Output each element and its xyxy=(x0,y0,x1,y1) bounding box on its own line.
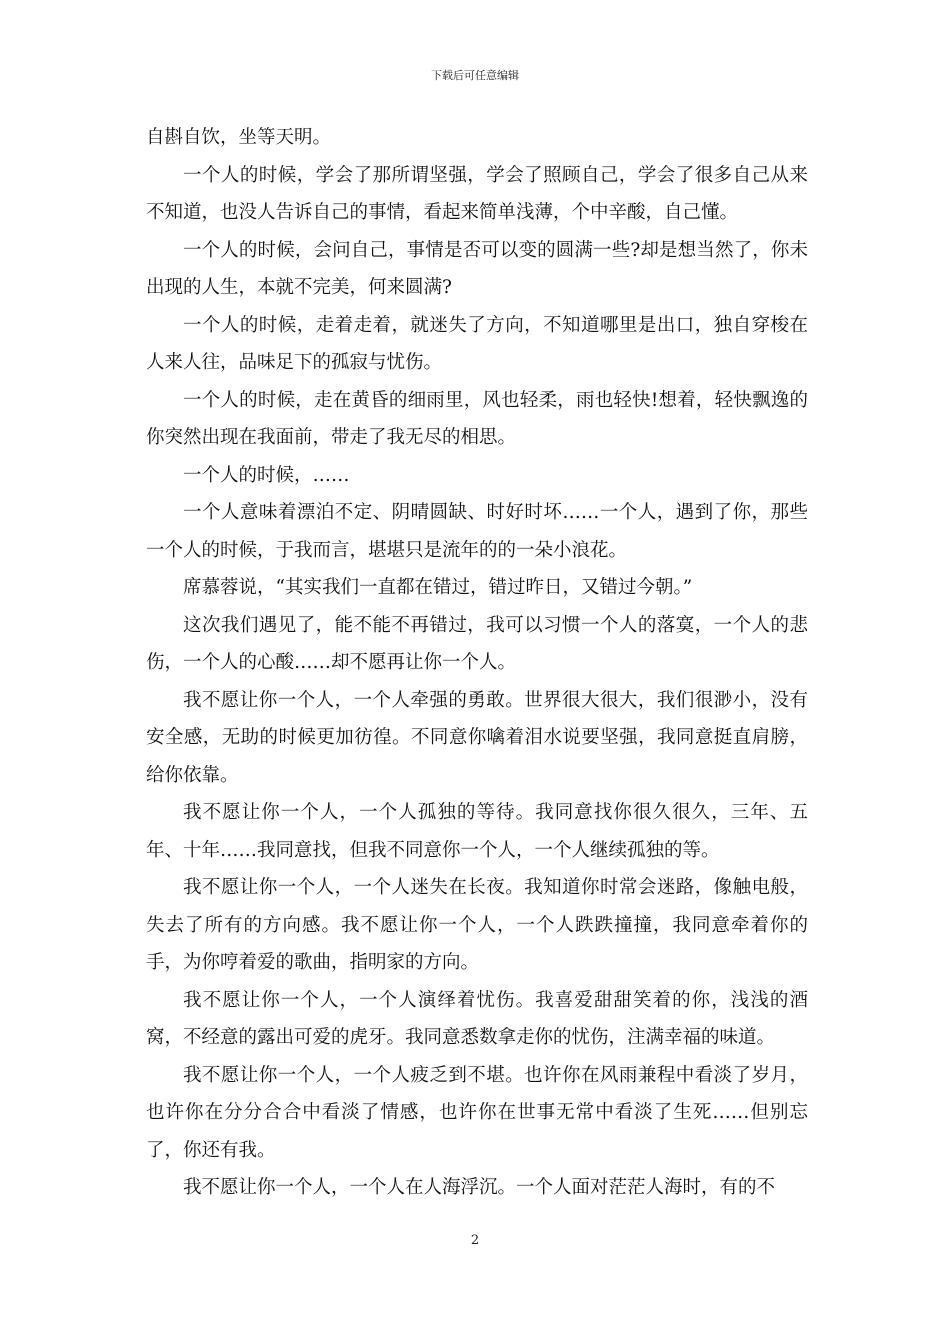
document-body xyxy=(146,119,808,1207)
paragraph: 一个人的时候，会问自己，事情是否可以变的圆满一些?却是想当然了，你未出现的人生，本就不完美，何来圆满? xyxy=(146,239,808,298)
paragraph: 一个人的时候，走着走着，就迷失了方向，不知道哪里是出口，独自穿梭在人来人往，品味足下的孤寂与忧伤。 xyxy=(146,314,808,373)
paragraph: 我不愿让你一个人，一个人演绎着忧伤。我喜爱甜甜笑着的你，浅浅的酒窝，不经意的露出可爱的虎牙。我同意悉数拿走你的忧伤，注满幸福的味道。 xyxy=(146,989,808,1048)
paragraph: 我不愿让你一个人，一个人孤独的等待。我同意找你很久很久，三年、五年、十年……我同意找，但我不同意你一个人，一个人继续孤独的等。 xyxy=(146,802,808,861)
paragraph: 我不愿让你一个人，一个人牵强的勇敢。世界很大很大，我们很渺小，没有安全感，无助的时候更加彷徨。不同意你噙着泪水说要坚强，我同意挺直肩膀，给你依靠。 xyxy=(146,689,808,786)
paragraph: 一个人的时候，…… xyxy=(183,464,350,486)
paragraph: 一个人的时候，学会了那所谓坚强，学会了照顾自己，学会了很多自己从来不知道，也没人告诉自己的事情，看起来简单浅薄，个中辛酸，自己懂。 xyxy=(146,164,808,223)
paragraph: 自斟自饮，坐等天明。 xyxy=(146,127,332,148)
paragraph: 我不愿让你一个人，一个人疲乏到不堪。也许你在风雨兼程中看淡了岁月，也许你在分分合合中看淡了情感，也许你在世事无常中看淡了生死……但别忘了，你还有我。 xyxy=(146,1064,808,1161)
paragraph: 一个人意味着漂泊不定、阴晴圆缺、时好时坏……一个人，遇到了你，那些一个人的时候，于我而言，堪堪只是流年的的一朵小浪花。 xyxy=(146,502,808,561)
paragraph: 我不愿让你一个人，一个人在人海浮沉。一个人面对茫茫人海时，有的不 xyxy=(183,1177,776,1198)
paragraph: 一个人的时候，走在黄昏的细雨里，风也轻柔，雨也轻快!想着，轻快飘逸的你突然出现在我面前，带走了我无尽的相思。 xyxy=(146,389,808,448)
paragraph: 席慕蓉说，“其实我们一直都在错过，错过昨日，又错过今朝。” xyxy=(183,577,693,598)
paragraph: 这次我们遇见了，能不能不再错过，我可以习惯一个人的落寞，一个人的悲伤，一个人的心酸……却不愿再让你一个人。 xyxy=(146,614,808,673)
paragraph: 我不愿让你一个人，一个人迷失在长夜。我知道你时常会迷路，像触电般，失去了所有的方向感。我不愿让你一个人，一个人跌跌撞撞，我同意牵着你的手，为你哼着爱的歌曲，指明家的方向。 xyxy=(146,877,808,973)
page-header: 下载后可任意编辑 xyxy=(431,69,519,82)
page-number: 2 xyxy=(470,1233,480,1248)
